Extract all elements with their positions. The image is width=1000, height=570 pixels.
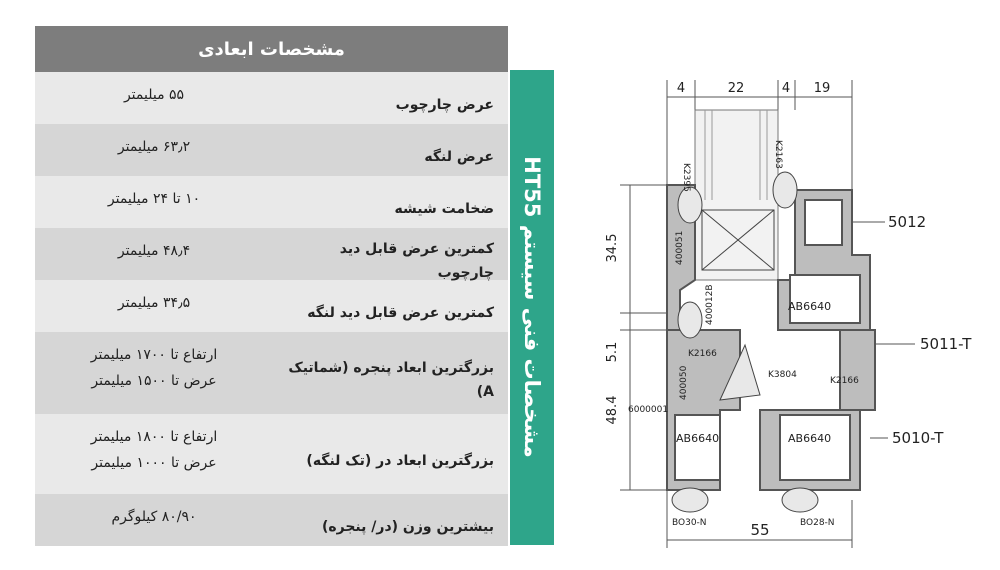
row-label-text: بیشترین وزن (در/ پنجره) <box>321 519 494 535</box>
row-value-line: ۶۳٫۲ میلیمتر <box>117 139 191 155</box>
row-label-text: عرض چارچوب <box>395 97 494 113</box>
row-value-line: ۸۰/۹۰ کیلوگرم <box>111 509 197 525</box>
row-label-text: ضخامت شیشه <box>394 201 494 217</box>
row-value-line: ۱۰ تا ۲۴ میلیمتر <box>107 191 201 207</box>
part-400012b: 400012B <box>705 284 715 325</box>
dim-left-1: 34.5 <box>605 233 620 263</box>
dim-left-3: 48.4 <box>605 395 620 425</box>
profile-label-5012: 5012 <box>888 213 927 231</box>
part-6000001: 6000001 <box>628 405 669 415</box>
row-label-text: بزرگترین ابعاد در (تک لنگه) <box>306 453 494 469</box>
part-400051: 400051 <box>675 230 685 265</box>
part-ab6640-right: AB6640 <box>788 432 832 445</box>
part-k3804: K3804 <box>768 370 797 380</box>
part-bo28n: BO28-N <box>800 518 835 528</box>
dim-top-4: 19 <box>813 81 831 96</box>
row-value-line: عرض تا ۱۵۰۰ میلیمتر <box>91 373 217 389</box>
row-value-line: عرض تا ۱۰۰۰ میلیمتر <box>91 455 217 471</box>
row-label-text: عرض لنگه <box>424 149 494 165</box>
row-label-text: کمترین عرض قابل دید لنگه <box>307 305 494 321</box>
dim-top-2: 22 <box>727 81 745 96</box>
part-bo30n: BO30-N <box>672 518 707 528</box>
row-label-text: بزرگترین ابعاد پنجره (شماتیک A) <box>288 360 494 400</box>
dim-top-3: 4 <box>781 81 791 96</box>
side-title: مشخصات فنی سیستم HT55 <box>520 156 544 458</box>
profile-label-5011: 5011-T <box>920 335 972 353</box>
row-value-line: ارتفاع تا ۱۷۰۰ میلیمتر <box>90 347 218 363</box>
row-value-line: ۳۴٫۵ میلیمتر <box>117 295 191 311</box>
dim-bottom: 55 <box>750 521 770 539</box>
row-value-line: ۵۵ میلیمتر <box>123 87 185 103</box>
part-400050: 400050 <box>679 365 689 400</box>
part-ab6640-top: AB6640 <box>788 300 832 313</box>
part-ab6640-left: AB6640 <box>676 432 720 445</box>
dim-left-2: 5.1 <box>605 341 620 363</box>
glass-panes <box>695 110 778 280</box>
profile-label-5010: 5010-T <box>892 429 944 447</box>
part-k2166-left: K2166 <box>688 349 717 359</box>
row-value-line: ارتفاع تا ۱۸۰۰ میلیمتر <box>90 429 218 445</box>
part-k2166-right: K2166 <box>830 376 859 386</box>
dim-top-1: 4 <box>676 81 686 96</box>
table-header: مشخصات ابعادی <box>35 26 508 72</box>
part-k2395: K2395 <box>681 163 691 192</box>
part-k2163: K2163 <box>773 140 783 169</box>
row-label-text: کمترین عرض قابل دید چارچوب <box>339 241 494 281</box>
row-value-line: ۴۸٫۴ میلیمتر <box>117 243 191 259</box>
